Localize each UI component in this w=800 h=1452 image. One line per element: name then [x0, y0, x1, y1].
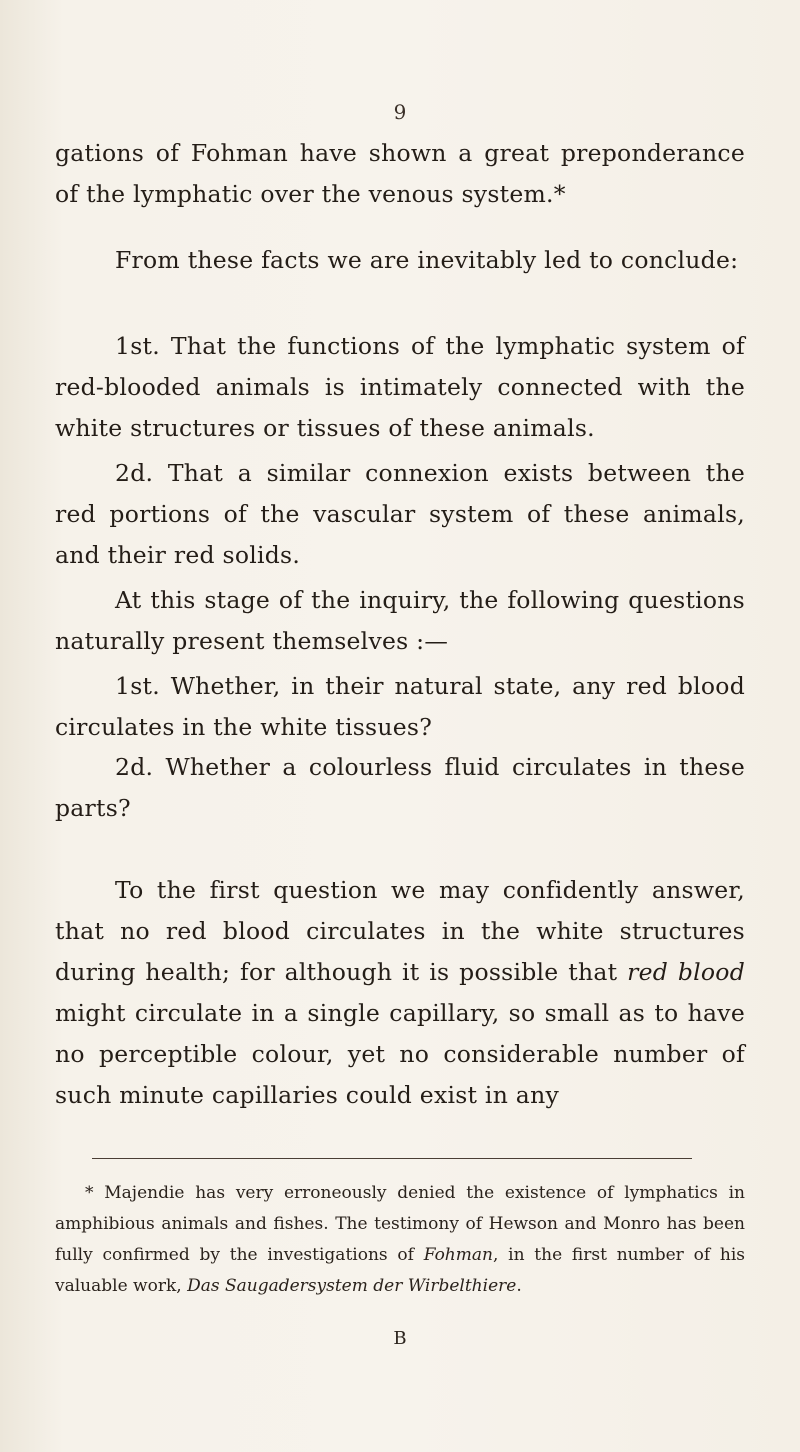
paragraph-conclusion-intro: From these facts we are inevitably led to conclude: — [115, 246, 739, 274]
paragraph-continuation: gations of Fohman have shown a great preponderance of the lymphatic over the venous system.* — [55, 139, 745, 208]
paragraph-questions-intro: At this stage of the inquiry, the following questions naturally present themselves :— — [55, 586, 745, 655]
paragraph-second-question: 2d. Whether a colourless fluid circulates in these parts? — [55, 753, 745, 822]
footnote-text-before: * Majendie has very erroneously denied the existence of lymphatics in amphibious animals and fishes. The testimony of Hewson and Monro has been fully confirmed by the investigations of — [55, 1183, 745, 1265]
answer-text-after-italic: might circulate in a single capillary, so small as to have no perceptible colour, yet no considerable number of such minute capillaries could exist in any — [55, 999, 745, 1109]
footnote-author: Fohman — [423, 1245, 493, 1265]
answer-text-before-italic: To the first question we may confidently answer, that no red blood circulates in the white structures during health; for although it is possible that — [55, 876, 745, 986]
page-number: 9 — [393, 100, 407, 124]
paragraph-second-conclusion: 2d. That a similar connexion exists between the red portions of the vascular system of these animals, and their red solids. — [55, 459, 745, 569]
paragraph-first-conclusion: 1st. That the functions of the lymphatic system of red-blooded animals is intimately connected with the white structures or tissues of these animals. — [55, 332, 745, 442]
paragraph-first-question: 1st. Whether, in their natural state, any red blood circulates in the white tissues? — [55, 672, 745, 741]
answer-italic-phrase: red blood — [627, 958, 745, 986]
paragraph-first-answer — [55, 870, 745, 1116]
footnote-divider — [92, 1158, 692, 1159]
footnote-text-middle: , in the first number of his valuable work, — [55, 1245, 745, 1296]
footnote — [55, 1178, 745, 1302]
footnote-text-end: . — [516, 1276, 522, 1296]
signature-mark: B — [393, 1328, 407, 1349]
footnote-work-title: Das Saugadersystem der Wirbelthiere — [187, 1276, 517, 1296]
